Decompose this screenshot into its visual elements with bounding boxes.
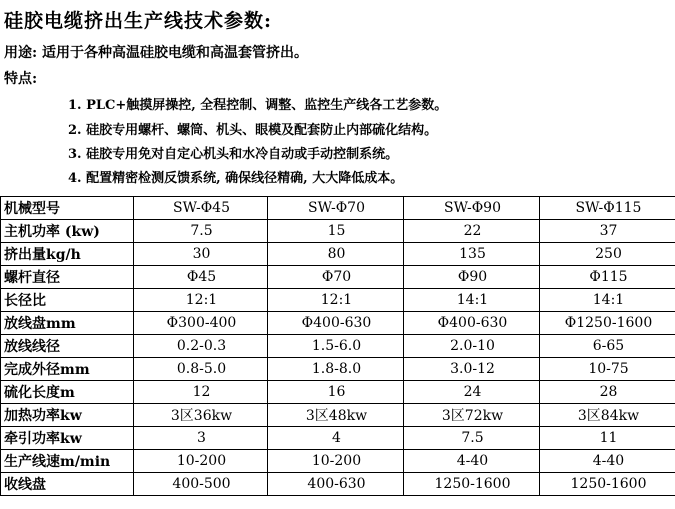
table-row (1, 450, 675, 473)
table-cell: 10-200 (134, 450, 268, 473)
table-cell: 37 (540, 220, 675, 243)
row-label: 螺杆直径 (1, 266, 134, 289)
table-cell: 0.8-5.0 (134, 358, 268, 381)
feature-item: 3. 硅胶专用免对自定心机头和水冷自动或手动控制系统。 (68, 147, 399, 162)
page-title: 硅胶电缆挤出生产线技术参数: (4, 10, 273, 32)
table-cell: 3.0-12 (404, 358, 540, 381)
table-cell: 250 (540, 243, 675, 266)
table-cell: 0.2-0.3 (134, 335, 268, 358)
table-cell: 14:1 (404, 289, 540, 312)
table-cell: Φ300-400 (134, 312, 268, 335)
table-cell: 24 (404, 381, 540, 404)
table-cell: 400-500 (134, 473, 268, 496)
row-label: 挤出量kg/h (1, 243, 134, 266)
table-cell: 1250-1600 (404, 473, 540, 496)
header-cell: SW-Φ45 (134, 197, 268, 220)
row-label: 主机功率 (kw) (1, 220, 134, 243)
table-cell: 1.8-8.0 (268, 358, 404, 381)
table-cell: 3区72kw (404, 404, 540, 427)
row-label: 放线线径 (1, 335, 134, 358)
features-label: 特点: (4, 71, 38, 87)
table-row (1, 243, 675, 266)
table-cell: 28 (540, 381, 675, 404)
table-cell: Φ115 (540, 266, 675, 289)
table-cell: 10-200 (268, 450, 404, 473)
table-cell: 4-40 (404, 450, 540, 473)
header-cell: SW-Φ70 (268, 197, 404, 220)
header-cell: SW-Φ115 (540, 197, 675, 220)
table-cell: 7.5 (134, 220, 268, 243)
table-cell: Φ90 (404, 266, 540, 289)
header-cell: SW-Φ90 (404, 197, 540, 220)
feature-item: 1. PLC+触摸屏操控, 全程控制、调整、监控生产线各工艺参数。 (68, 98, 448, 113)
table-cell: 4-40 (540, 450, 675, 473)
table-row (1, 220, 675, 243)
table-cell: 1.5-6.0 (268, 335, 404, 358)
table-cell: 15 (268, 220, 404, 243)
table-row (1, 358, 675, 381)
table-cell: 3区84kw (540, 404, 675, 427)
table-cell: 14:1 (540, 289, 675, 312)
row-label: 收线盘 (1, 473, 134, 496)
table-row (1, 427, 675, 450)
table-cell: Φ400-630 (268, 312, 404, 335)
table-row (1, 335, 675, 358)
table-cell: 12 (134, 381, 268, 404)
table-cell: 3区36kw (134, 404, 268, 427)
table-cell: 400-630 (268, 473, 404, 496)
table-cell: 12:1 (134, 289, 268, 312)
header-cell: 机械型号 (1, 197, 134, 220)
table-cell: 135 (404, 243, 540, 266)
table-cell: 4 (268, 427, 404, 450)
table-cell: 12:1 (268, 289, 404, 312)
feature-item: 4. 配置精密检测反馈系统, 确保线径精确, 大大降低成本。 (68, 171, 404, 186)
row-label: 牵引功率kw (1, 427, 134, 450)
feature-item: 2. 硅胶专用螺杆、螺筒、机头、眼模及配套防止内部硫化结构。 (68, 123, 438, 138)
table-header-row (1, 197, 675, 220)
table-cell: 6-65 (540, 335, 675, 358)
spec-table (0, 196, 675, 496)
row-label: 生产线速m/min (1, 450, 134, 473)
table-cell: 30 (134, 243, 268, 266)
table-cell: 22 (404, 220, 540, 243)
table-cell: 1250-1600 (540, 473, 675, 496)
table-row (1, 381, 675, 404)
table-row (1, 473, 675, 496)
row-label: 加热功率kw (1, 404, 134, 427)
table-cell: 16 (268, 381, 404, 404)
table-cell: 10-75 (540, 358, 675, 381)
table-cell: Φ1250-1600 (540, 312, 675, 335)
table-cell: 11 (540, 427, 675, 450)
table-row (1, 404, 675, 427)
row-label: 完成外径mm (1, 358, 134, 381)
table-cell: Φ45 (134, 266, 268, 289)
table-cell: 80 (268, 243, 404, 266)
table-cell: 7.5 (404, 427, 540, 450)
table-row (1, 266, 675, 289)
table-cell: 3区48kw (268, 404, 404, 427)
table-cell: Φ400-630 (404, 312, 540, 335)
table-row (1, 289, 675, 312)
row-label: 长径比 (1, 289, 134, 312)
table-cell: Φ70 (268, 266, 404, 289)
table-cell: 3 (134, 427, 268, 450)
table-cell: 2.0-10 (404, 335, 540, 358)
table-row (1, 312, 675, 335)
row-label: 硫化长度m (1, 381, 134, 404)
row-label: 放线盘mm (1, 312, 134, 335)
usage-text: 用途: 适用于各种高温硅胶电缆和高温套管挤出。 (4, 45, 309, 61)
